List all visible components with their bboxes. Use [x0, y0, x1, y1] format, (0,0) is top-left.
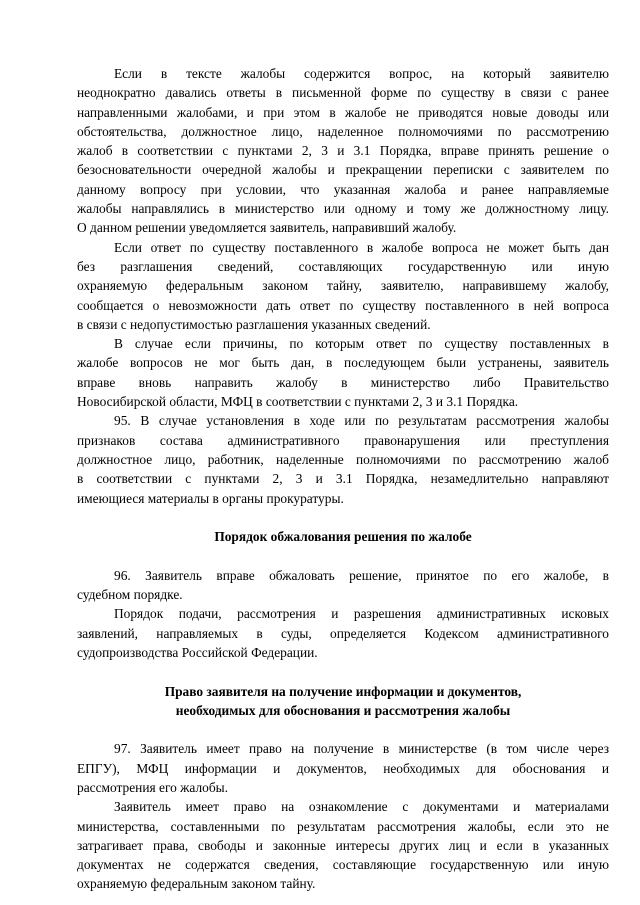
text-line: О данном решении уведомляется заявитель, направивший жалобу. [77, 220, 457, 236]
text-line: заявлений, направляемых в суды, определяется Кодексом административного [77, 625, 609, 641]
text-line: данному вопросу при условии, что указанная жалоба и ранее направляемые [77, 181, 609, 197]
text-line: судопроизводства Российской Федерации. [77, 644, 318, 660]
text-line: в соответствии с пунктами 2, 3 и 3.1 Порядка, незамедлительно направляют [77, 471, 609, 487]
text-line: признаков состава административного правонарушения или преступления [77, 432, 609, 448]
text-line: должностное лицо, работник, наделенные полномочиями по рассмотрению жалоб [77, 451, 609, 467]
paragraph-court-procedure [77, 604, 609, 662]
text-line: Порядок подачи, рассмотрения и разрешения административных исковых [114, 606, 609, 622]
heading-line: Право заявителя на получение информации и документов, [164, 683, 522, 699]
heading-line: необходимых для обоснования и рассмотрения жалобы [175, 702, 511, 718]
text-line: рассмотрения его жалобы. [77, 779, 229, 795]
paragraph-resubmission [77, 334, 609, 411]
text-line: охраняемую федеральным законом тайну, заявителю, направившему жалобу, [77, 278, 609, 294]
text-line: Заявитель имеет право на ознакомление с документами и материалами [114, 799, 609, 815]
text-line: документах не содержатся сведения, составляющие государственную или иную [77, 857, 609, 873]
text-line: имеющиеся материалы в органы прокуратуры. [77, 490, 344, 506]
text-line: Новосибирской области, МФЦ в соответствии с пунктами 2, 3 и 3.1 Порядка. [77, 394, 519, 410]
spacer [77, 662, 609, 681]
text-line: ЕПГУ), МФЦ информации и документов, необходимых для обоснования и [77, 760, 609, 776]
paragraph-item-96 [77, 566, 609, 605]
text-line: Если в тексте жалобы содержится вопрос, на который заявителю [114, 66, 609, 81]
paragraph-item-95 [77, 411, 609, 507]
text-line: затрагивает права, свободы и законные интересы других лиц и если в указанных [77, 837, 609, 853]
text-line: 97. Заявитель имеет право на получение в министерстве (в том числе через [114, 741, 609, 757]
paragraph-item-97 [77, 739, 609, 797]
section-heading-appeal [77, 527, 609, 546]
text-line: вправе вновь направить жалобу в министерство либо Правительство [77, 374, 609, 390]
text-line: в связи с недопустимостью разглашения указанных сведений. [77, 316, 431, 332]
section-heading-information-rights [77, 682, 609, 721]
spacer [77, 508, 609, 527]
spacer [77, 720, 609, 739]
paragraph-secret-information [77, 238, 609, 334]
paragraph-document-access [77, 797, 609, 893]
text-line: сообщается о невозможности дать ответ по существу поставленного в ней вопроса [77, 297, 609, 313]
text-line: обстоятельства, должностное лицо, наделенное полномочиями по рассмотрению [77, 123, 609, 139]
heading-line: Порядок обжалования решения по жалобе [214, 529, 472, 545]
text-line: 95. В случае установления в ходе или по результатам рассмотрения жалобы [114, 413, 609, 429]
text-line: В случае если причины, по которым ответ по существу поставленных в [114, 336, 609, 352]
text-line: жалоб в соответствии с пунктами 2, 3 и 3.1 Порядка, вправе принять решение о [77, 143, 609, 159]
text-line: неоднократно давались ответы в письменной форме по существу в связи с ранее [77, 85, 609, 101]
text-line: министерства, составленными по результатам рассмотрения жалобы, если это не [77, 818, 609, 834]
text-line: безосновательности очередной жалобы и прекращении переписки с заявителем по [77, 162, 609, 178]
text-line: жалобы направлялись в министерство или одному и тому же должностному лицу. [77, 201, 609, 217]
paragraph-repeated-complaint [77, 64, 609, 238]
text-line: охраняемую федеральным законом тайну. [77, 876, 316, 892]
text-line: направленными жалобами, и при этом в жалобе не приводятся новые доводы или [77, 104, 609, 120]
text-line: без разглашения сведений, составляющих государственную или иную [77, 258, 609, 274]
text-line: Если ответ по существу поставленного в жалобе вопроса не может быть дан [114, 239, 609, 255]
text-line: судебном порядке. [77, 587, 183, 603]
text-line: жалобе вопросов не мог быть дан, в последующем были устранены, заявитель [77, 355, 609, 371]
spacer [77, 546, 609, 565]
document-page [77, 64, 609, 894]
text-line: 96. Заявитель вправе обжаловать решение, принятое по его жалобе, в [114, 567, 609, 583]
